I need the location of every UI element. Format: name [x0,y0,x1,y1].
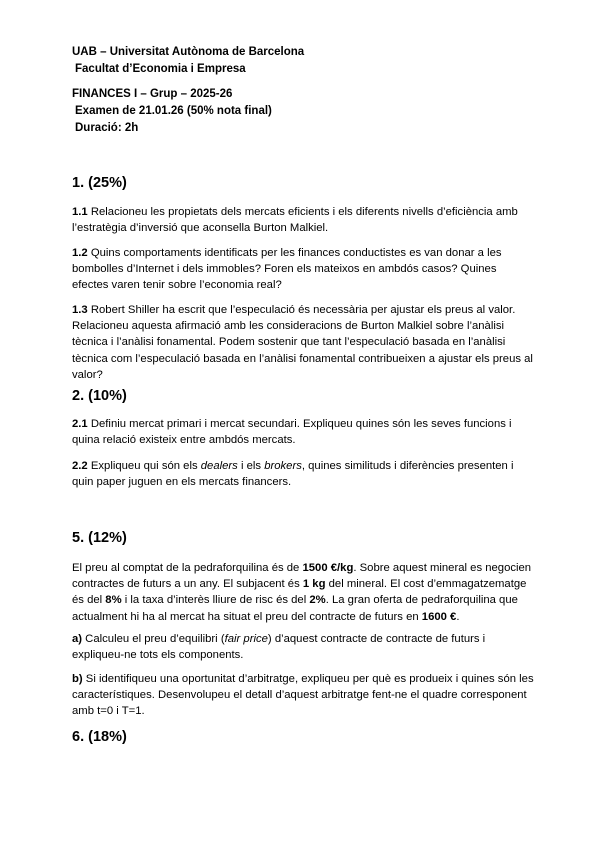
storage-cost: 8% [105,594,122,607]
question-1-3-number: 1.3 [72,304,88,316]
term-fair-price: fair price [224,633,268,645]
question-5-title: 5. (12%) [72,530,127,546]
q5-a-label: a) [72,633,83,645]
exam-date: Examen de 21.01.26 (50% nota final) [75,105,272,117]
university-name: UAB – Universitat Autònoma de Barcelona [72,46,305,58]
futures-price: 1600 € [421,610,457,623]
question-1-2-text: Quins comportaments identificats per les finances conductistes es van donar a les bombolles d’Internet i dels immobles? Foren els mateixos en ambdós casos? Quines efectes varen tenir sobre l’economia real? [72,247,502,292]
q5-intro-text-f: . [456,610,460,623]
q5-a-text-2: ) d’aquest contracte de contracte de futurs i expliqueu-ne tots els components. [72,633,486,662]
question-2-2-text-c: , quines similituds i diferències presenten i quin paper juguen en els mercats financers. [72,460,514,489]
course-title: FINANCES I – Grup – 2025-26 [72,88,233,100]
question-2-1-text: Definiu mercat primari i mercat secundari. Expliqueu quines són les seves funcions i quina relació existeix entre ambdós mercats. [72,418,512,447]
question-2-title: 2. (10%) [72,388,127,404]
question-2-1 [72,416,534,448]
question-1-1-number: 1.1 [72,206,88,218]
question-2-2-text-b: i els [237,460,265,472]
spot-price: 1500 €/kg [302,562,354,574]
question-2-2-number: 2.2 [72,460,88,472]
question-2-2-text-a: Expliqueu qui són els [87,460,201,472]
question-1-3 [72,302,534,383]
question-2-2 [72,458,534,490]
question-1-2-number: 1.2 [72,247,88,259]
faculty-name: Facultat d’Economia i Empresa [75,63,246,75]
underlying-quantity: 1 kg [302,578,326,591]
question-6-title: 6. (18%) [72,729,127,745]
question-2-1-number: 2.1 [72,418,88,430]
exam-duration: Duració: 2h [75,122,139,134]
q5-intro-text-d: i la taxa d’interès lliure de risc és del [121,594,310,607]
question-1-2 [72,245,534,294]
term-brokers: brokers [264,460,302,472]
risk-free-rate: 2% [309,594,326,607]
q5-b-label: b) [72,673,83,685]
q5-intro-text-c: del mineral. El cost d’emmagatzematge és del [72,578,527,607]
q5-b-text: Si identifiqueu una oportunitat d’arbitratge, expliqueu per què es produeix i quines són les característiques. Desenvolupeu el detall d’aquest arbitratge fent-ne el quadre corresponent amb t=0 i T=1. [72,673,534,718]
question-1-3-text: Robert Shiller ha escrit que l’especulació és necessària per ajustar els preus al valor. Relacioneu aquesta afirmació amb les consideracions de Burton Malkiel sobre l’anàlisi tècnica i l’anàlisi fonamental. Podem sostenir que tant l’especulació basada en l’anàlisi tècnica com l’especulació basada en l’anàlisi fonamental contribueixen a ajustar els preus al valor? [72,304,533,381]
q5-intro-text-e: . La gran oferta de pedraforquilina que actualment hi ha al mercat ha situat el preu del contracte de futurs en [72,594,518,623]
q5-a-text-1: Calculeu el preu d’equilibri ( [82,633,225,645]
q5-intro-text-a: El preu al comptat de la pedraforquilina és de [72,562,303,574]
question-1-1-text: Relacioneu les propietats dels mercats eficients i els diferents nivells d’eficiència amb l’estratègia d’inversió que aconsella Burton Malkiel. [72,206,518,235]
question-5-a [72,631,534,663]
term-dealers: dealers [200,460,238,472]
question-5-b [72,671,534,720]
question-1-1 [72,204,534,236]
question-1-title: 1. (25%) [72,175,127,191]
q5-intro-text-b: . Sobre aquest mineral es negocien contractes de futurs a un any. El subjacent és [72,562,532,591]
question-5-intro [72,560,534,625]
